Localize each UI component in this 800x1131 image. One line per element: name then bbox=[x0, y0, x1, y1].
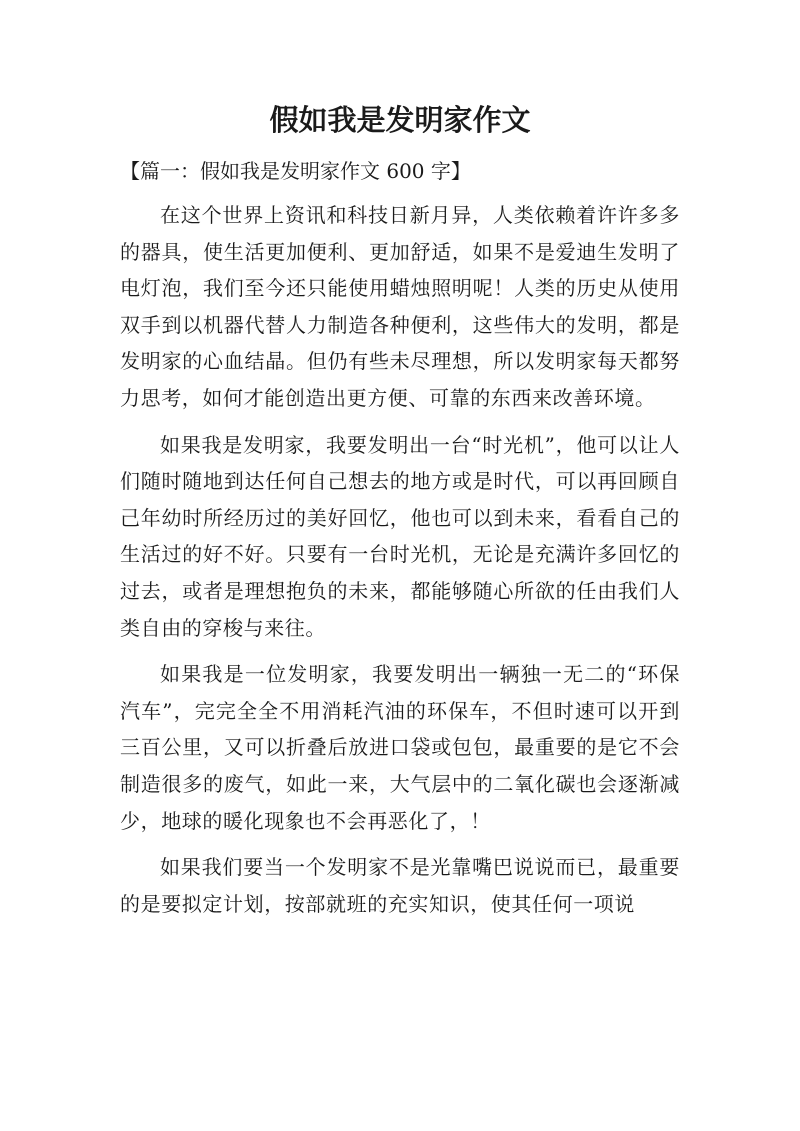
paragraph-1: 在这个世界上资讯和科技日新月异，人类依赖着许许多多的器具，使生活更加便利、更加舒适，如果不是爱迪生发明了电灯泡，我们至今还只能使用蜡烛照明呢！人类的历史从使用双手到以机器代替人力制造各种便利，这些伟大的发明，都是发明家的心血结晶。但仍有些未尽理想，所以发明家每天都努力思考，如何才能创造出更方便、可靠的东西来改善环境。 bbox=[120, 203, 680, 410]
essay-body bbox=[120, 197, 680, 932]
paragraph-3: 如果我是一位发明家，我要发明出一辆独一无二的“环保汽车”，完完全全不用消耗汽油的环保车，不但时速可以开到三百公里，又可以折叠后放进口袋或包包，最重要的是它不会制造很多的废气，如此一来，大气层中的二氧化碳也会逐渐减少，地球的暖化现象也不会再恶化了，！ bbox=[120, 662, 680, 833]
paragraph-4: 如果我们要当一个发明家不是光靠嘴巴说说而已，最重要的是要拟定计划，按部就班的充实知识，使其任何一项说 bbox=[120, 855, 680, 916]
section-heading: 【篇一：假如我是发明家作文 600 字】 bbox=[120, 159, 471, 183]
paragraph-2: 如果我是发明家，我要发明出一台“时光机”，他可以让人们随时随地到达任何自己想去的地方或是时代，可以再回顾自己年幼时所经历过的美好回忆，他也可以到未来，看看自己的生活过的好不好。只要有一台时光机，无论是充满许多回忆的过去，或者是理想抱负的未来，都能够随心所欲的任由我们人类自由的穿梭与来往。 bbox=[120, 432, 680, 640]
document-title: 假如我是发明家作文 bbox=[269, 103, 531, 137]
